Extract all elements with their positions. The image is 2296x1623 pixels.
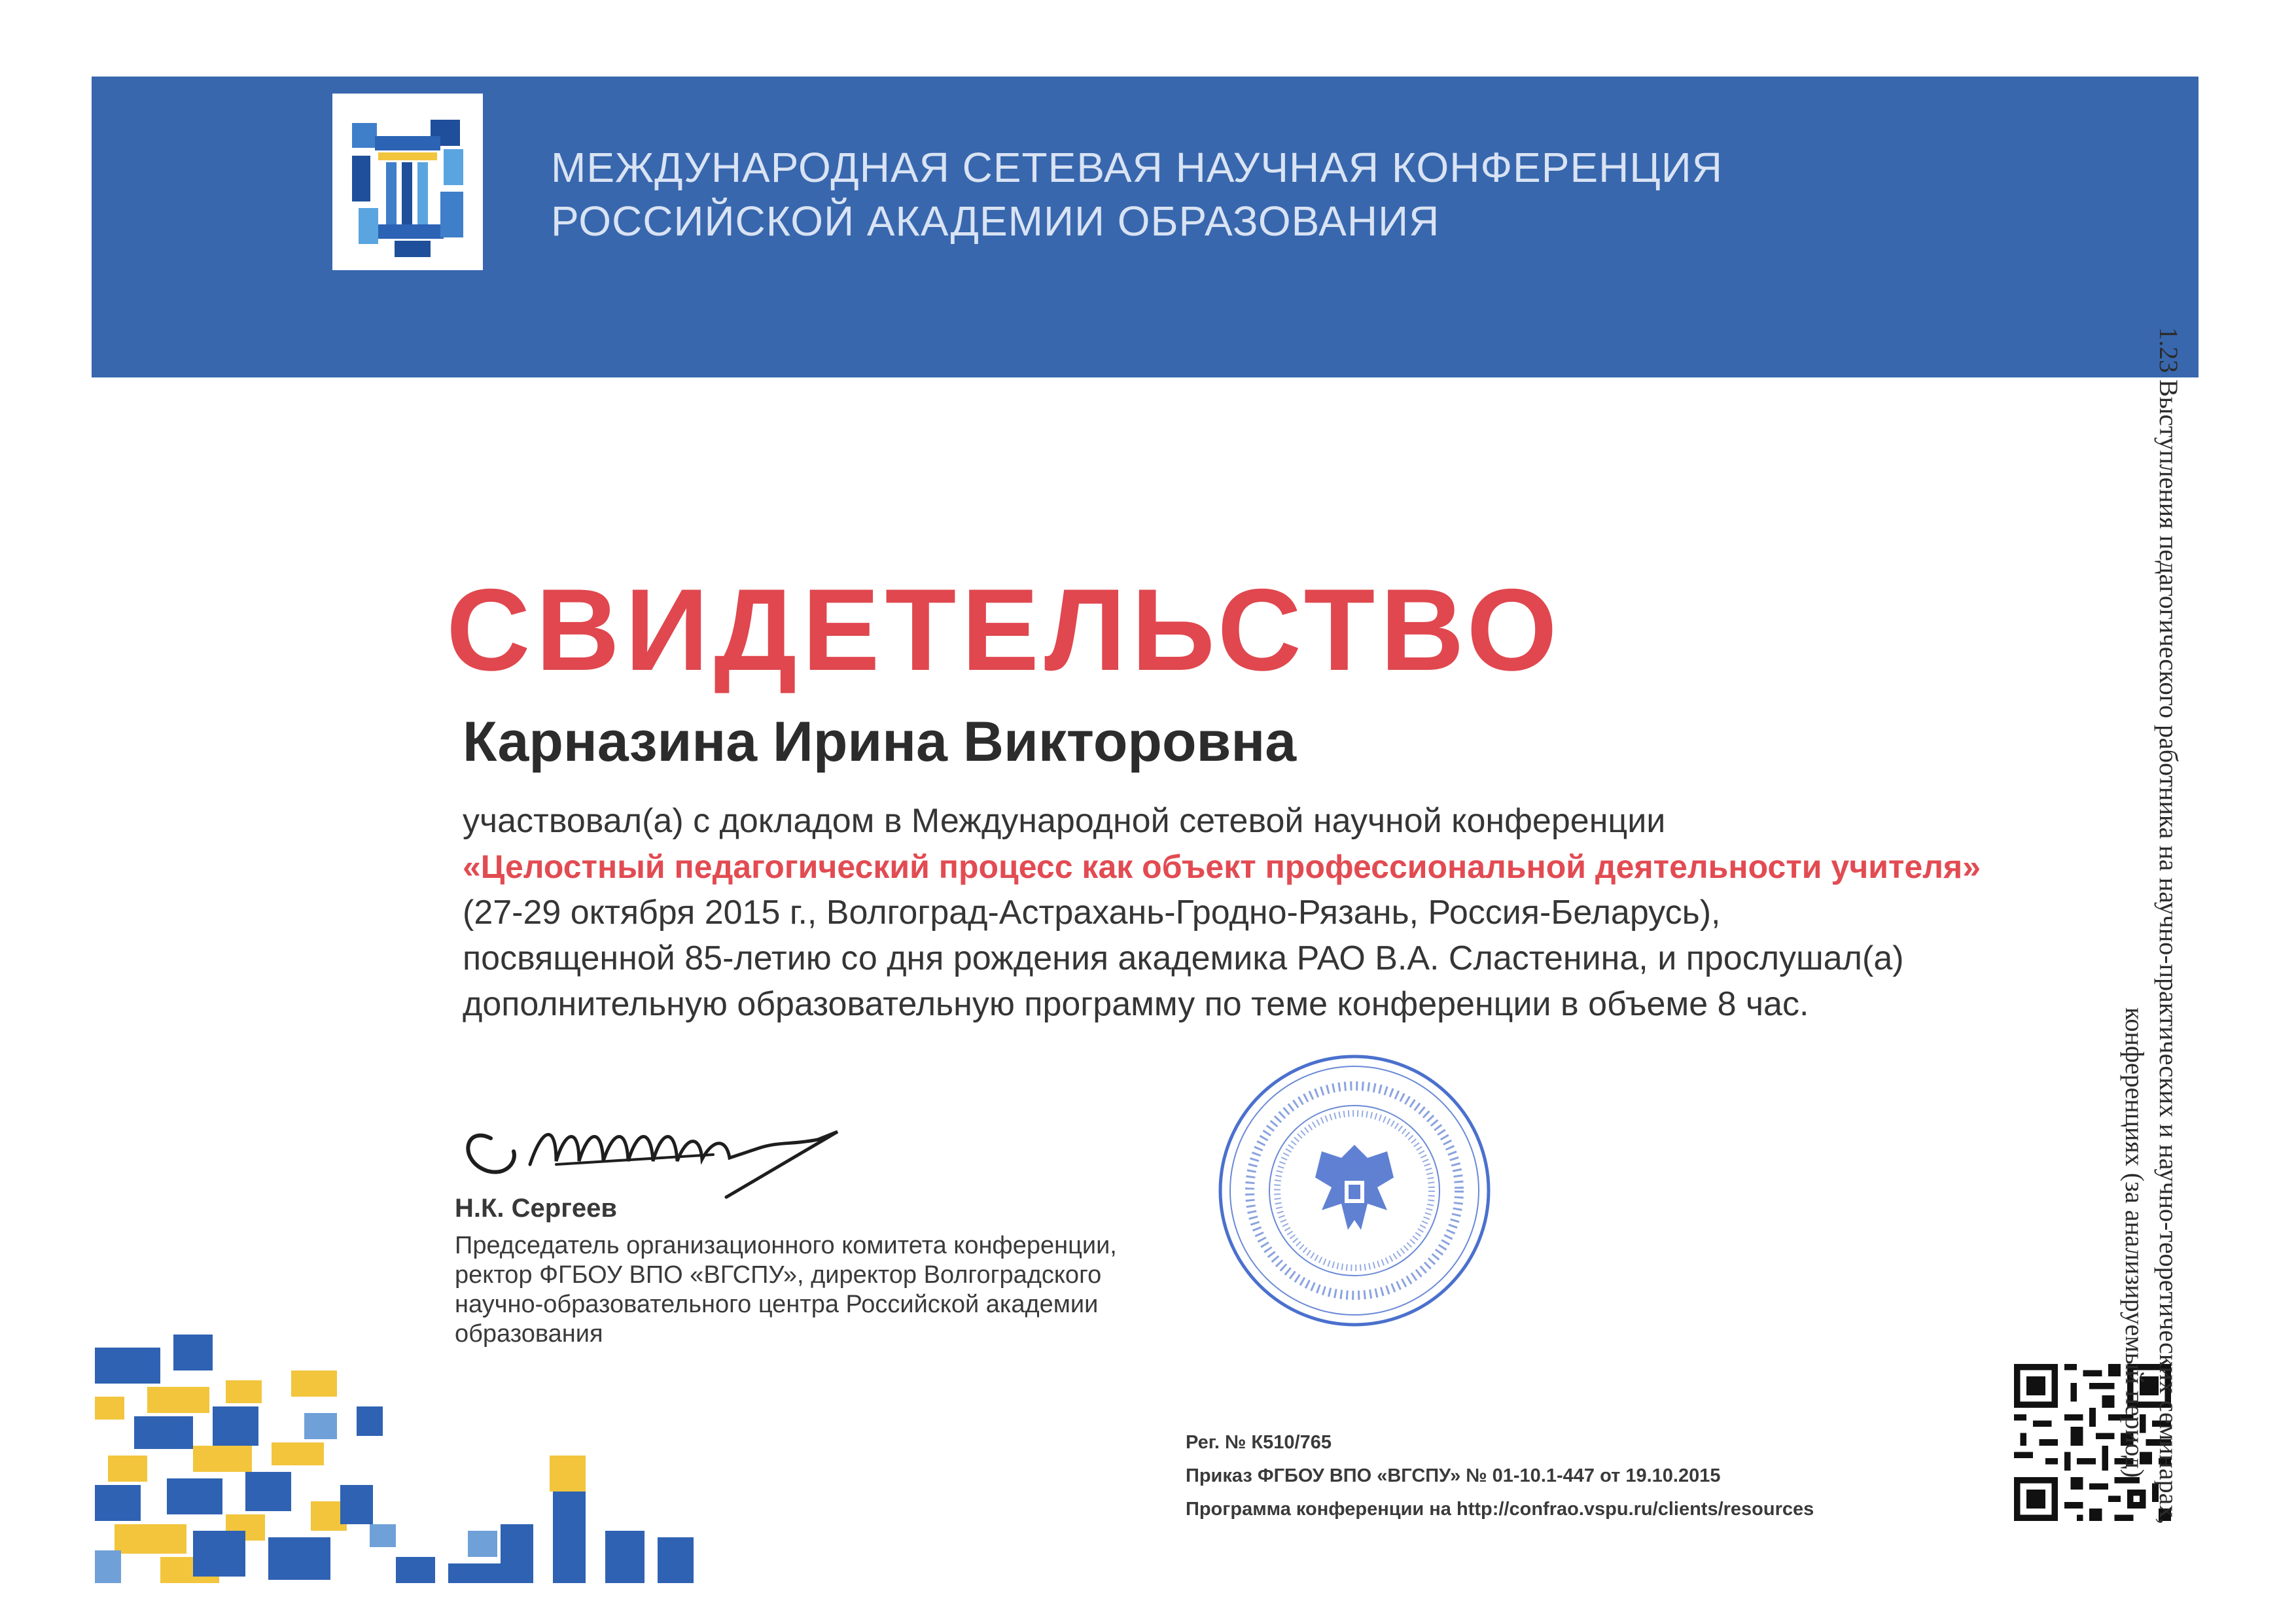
header-line-1: МЕЖДУНАРОДНАЯ СЕТЕВАЯ НАУЧНАЯ КОНФЕРЕНЦИЯ (551, 144, 1723, 191)
body-line-dates: (27-29 октября 2015 г., Волгоград-Астрахань-Гродно-Рязань, Россия-Беларусь), (463, 894, 1721, 932)
signatory-position-line: ректор ФГБОУ ВПО «ВГСПУ», директор Волгоградского (455, 1261, 1102, 1289)
body-line-program: дополнительную образовательную программу по теме конференции в объеме 8 час. (463, 985, 1809, 1023)
conference-name: «Целостный педагогический процесс как объект профессиональной деятельности учителя» (463, 848, 1981, 885)
handwritten-signature (451, 1099, 877, 1204)
registration-number: Рег. № К510/765 (1186, 1432, 1332, 1453)
signatory-position-line: образования (455, 1320, 603, 1348)
recipient-name: Карназина Ирина Викторовна (463, 710, 1297, 773)
decorative-blocks (95, 1335, 716, 1583)
side-note-line-2: конференциях (за анализируемый период) (2120, 1007, 2149, 1478)
certificate-body (463, 798, 2164, 1027)
certificate-title: СВИДЕТЕЛЬСТВО (446, 565, 1563, 695)
body-line-participation: участвовал(а) с докладом в Международной сетевой научной конференции (463, 802, 1666, 840)
registration-info (1186, 1426, 1814, 1526)
signatory-position (455, 1231, 1201, 1348)
conference-header-title (551, 141, 2056, 248)
program-link[interactable]: Программа конференции на http://confrao.vspu.ru/clients/resources (1186, 1499, 1814, 1520)
side-note-line-1: 1.23 Выступления педагогического работника на научно-практических и научно-теоретических семинарах, (2154, 327, 2183, 1525)
body-line-dedication: посвященной 85-летию со дня рождения академика РАО В.А. Сластенина, и прослушал(а) (463, 939, 1904, 977)
header-line-2: РОССИЙСКОЙ АКАДЕМИИ ОБРАЗОВАНИЯ (551, 198, 1440, 245)
academy-logo-icon (332, 94, 483, 270)
order-number: Приказ ФГБОУ ВПО «ВГСПУ» № 01-10.1-447 от 19.10.2015 (1186, 1465, 1721, 1486)
handwritten-side-note (2117, 327, 2185, 1603)
signatory-name: Н.К. Сергеев (455, 1194, 617, 1223)
signatory-position-line: научно-образовательного центра Российской академии (455, 1291, 1099, 1318)
official-seal-icon (1210, 1047, 1498, 1335)
signatory-position-line: Председатель организационного комитета конференции, (455, 1232, 1117, 1259)
